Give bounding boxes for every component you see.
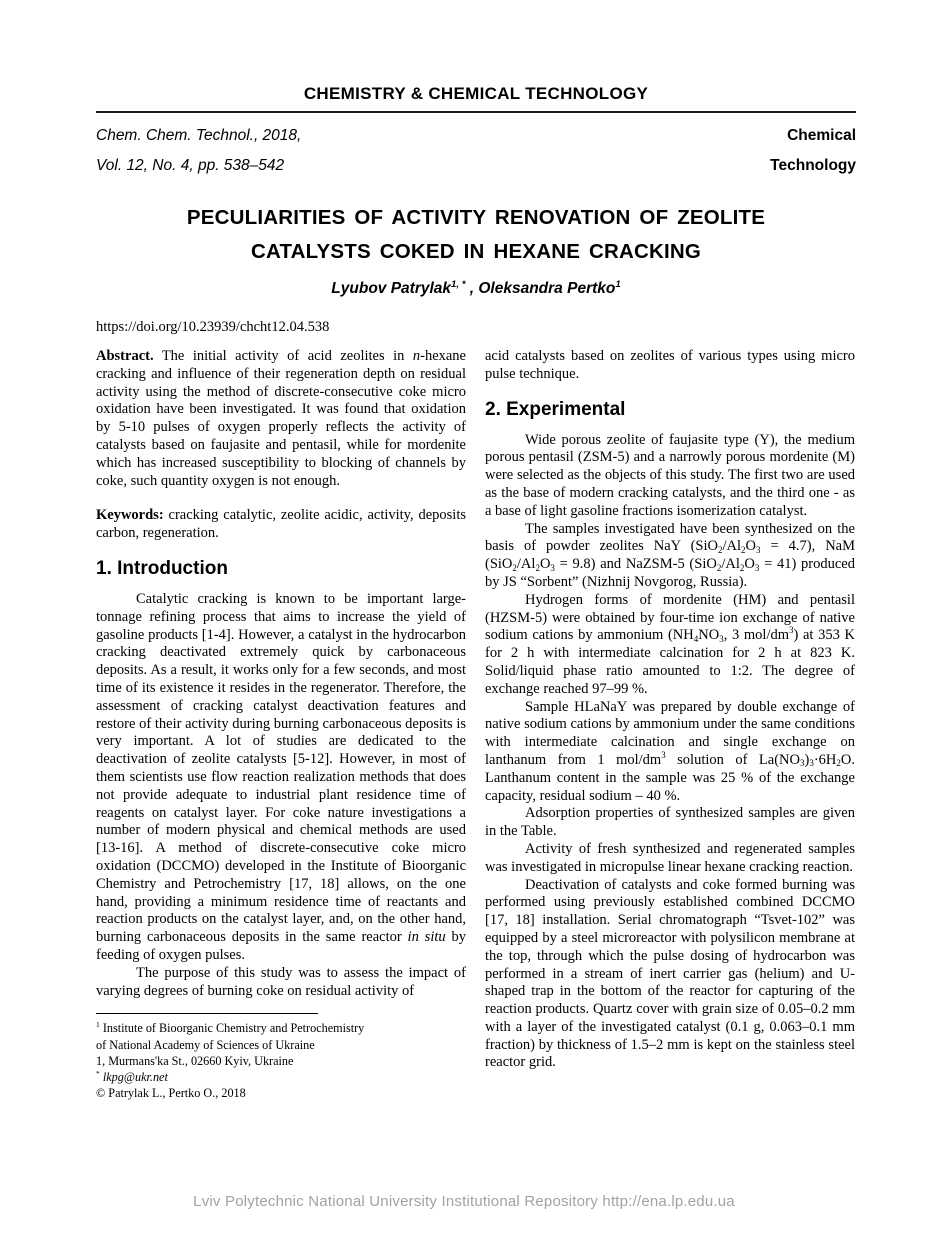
footnote-rule [96,1013,318,1014]
authors-line: Lyubov Patrylak$^{1, *}$ , Oleksandra Pertko$^1$ [331,278,621,297]
two-column-body [96,348,856,1101]
experimental-paragraph-6: Activity of fresh synthesized and regenerated samples was investigated in micropulse linear hexane cracking reaction. [485,840,855,875]
title-line-2: CATALYSTS COKED IN HEXANE CRACKING [250,240,702,263]
paper-title [96,201,856,269]
left-column [96,348,466,1101]
experimental-paragraph-7: Deactivation of catalysts and coke formed burning was performed using previously established combined DCCMO [17, 18] installation. Serial chromatograph “Tsvet-102” was equipped by a steel microreactor with polysilicon membrane at the top, through which the pulse dosing of hydrocarbon was performed in a stream of inert carrier gas (helium) and U-shaped trap in the bottom of the reactor for capturing of the reaction products. Quartz cover with grain size of 0.05–0.2 mm with a layer of the investigated catalyst (0.1 g, 0.063–0.1 mm fraction) by thickness of 1.5–2 mm is kept on the stainless steel reactor grid. [485,876,855,1071]
experimental-paragraph-2: The samples investigated have been synthesized on the basis of powder zeolites NaY $(SiO_2/Al_2O_3 = 4.7)$, NaM $(SiO_2/Al_2O_3 = 9.8)$ and NaZSM-5 $(SiO_2/Al_2O_3 = 41)$ produced by JS “Sorbent” (Nizhnij Novgorog, Russia). [485,520,855,590]
introduction-paragraph-2: The purpose of this study was to assess the impact of varying degrees of burning coke on residual activity of [96,964,466,999]
footnote-affiliation-line-1: $^1$ Institute of Bioorganic Chemistry and Petrochemistry [96,1020,365,1036]
continuation-paragraph: acid catalysts based on zeolites of various types using micro pulse technique. [485,348,855,382]
footnote-email-line: * lkpg@ukr.net [96,1068,168,1084]
doi-text: https://doi.org/10.23939/chcht12.04.538 [96,319,330,335]
right-column [485,348,855,1101]
experimental-paragraph-5: Adsorption properties of synthesized samples are given in the Table. [485,805,855,840]
abstract-paragraph: Abstract. The initial activity of acid zeolites in n-hexane cracking and influence of their regeneration depth on residual activity using the method of discrete-consecutive coke micro oxidation have been investigated. It was found that oxidation by 5-10 pulses of oxygen properly reflects the activity of catalysts based on faujasite and pentasil, while for mordenite which has increased susceptibility to blocking of channels by coke, such quantity oxygen is not enough. [96,348,466,489]
page-content [96,0,856,1101]
header-rule [96,111,856,113]
citation-row [96,121,856,181]
journal-brand-block [770,121,856,181]
experimental-paragraph-4: Sample HLaNaY was prepared by double exchange of native sodium cations by ammonium under the same conditions with intermediate calcination and single exchange on lanthanum from 1 mol/$dm^3$ solution of $La(NO_3)_3\cdot 6H_2O$. Lanthanum content in the sample was 25 % of the exchange capacity, residual sodium – 40 %. [485,698,855,804]
keywords-paragraph: Keywords: cracking catalytic, zeolite acidic, activity, deposits carbon, regeneration. [96,507,466,542]
citation-line-1: Chem. Chem. Technol., 2018, [96,127,302,144]
footnote-affiliation-line-2: of National Academy of Sciences of Ukraine [96,1037,315,1052]
brand-line-1: Chemical [787,127,856,144]
citation-block [96,121,301,181]
section-heading-introduction: 1. Introduction [96,557,228,579]
brand-line-2: Technology [770,157,856,174]
footnote-address-line: 1, Murmans'ka St., 02660 Kyiv, Ukraine [96,1053,294,1068]
introduction-paragraph-1: Catalytic cracking is known to be important large-tonnage refining process that aims to increase the yield of gasoline products [1-4]. However, a catalyst in the hydrocarbon cracking deactivated extremely quick by carbonaceous deposits. As a result, it works only for a few seconds, and most time of its existence it resides in the regenerator. Therefore, the assessment of cracking catalyst deactivation features and restore of their activity during burning carbonaceous deposits is very important. A lot of studies are dedicated to the deactivation of zeolite catalysts [5-12]. However, in most of them scientists use flow reaction realization methods that does not provide adequate to industrial plant residence time of reagents on catalyst layer. For coke nature investigations a number of modern physical and chemical methods are used [13-16]. A method of discrete-consecutive coke micro oxidation (DCCMO) developed in the Institute of Bioorganic Chemistry and Petrochemistry [17, 18] allows, on the one hand, providing a minimum residence time of reactants and reaction products on the catalyst layer, and, on the other hand, burning carbonaceous deposits in the same reactor in situ by feeding of oxygen pulses. [96,590,466,963]
experimental-paragraph-3: Hydrogen forms of mordenite (HM) and pentasil (HZSM-5) were obtained by four-time ion exchange of native sodium cations by ammonium ($NH_4NO_3$, 3 mol/$dm^3$) at 353 K for 2 h with intermediate calcination for 2 h at 823 K. Solid/liquid phase ratio amounted to 1:2. The degree of exchange reached 97–99 %. [485,591,855,697]
journal-header: CHEMISTRY & CHEMICAL TECHNOLOGY [303,84,649,103]
section-heading-experimental: 2. Experimental [485,398,626,420]
citation-line-2: Vol. 12, No. 4, pp. 538–542 [96,157,285,174]
footnote-copyright-line: © Patrylak L., Pertko O., 2018 [96,1086,246,1101]
title-line-1: PECULIARITIES OF ACTIVITY RENOVATION OF ZEOLITE [186,206,766,229]
repository-watermark: Lviv Polytechnic National University Institutional Repository http://ena.lp.edu.ua [193,1193,735,1210]
experimental-paragraph-1: Wide porous zeolite of faujasite type (Y), the medium porous pentasil (ZSM-5) and a narrowly porous mordenite (M) were selected as the objects of this study. The first two are used as the base of modern cracking catalysts, and the third one - as a base of light gasoline fractions isomerization catalyst. [485,431,855,519]
footnote-block [96,1013,466,1101]
